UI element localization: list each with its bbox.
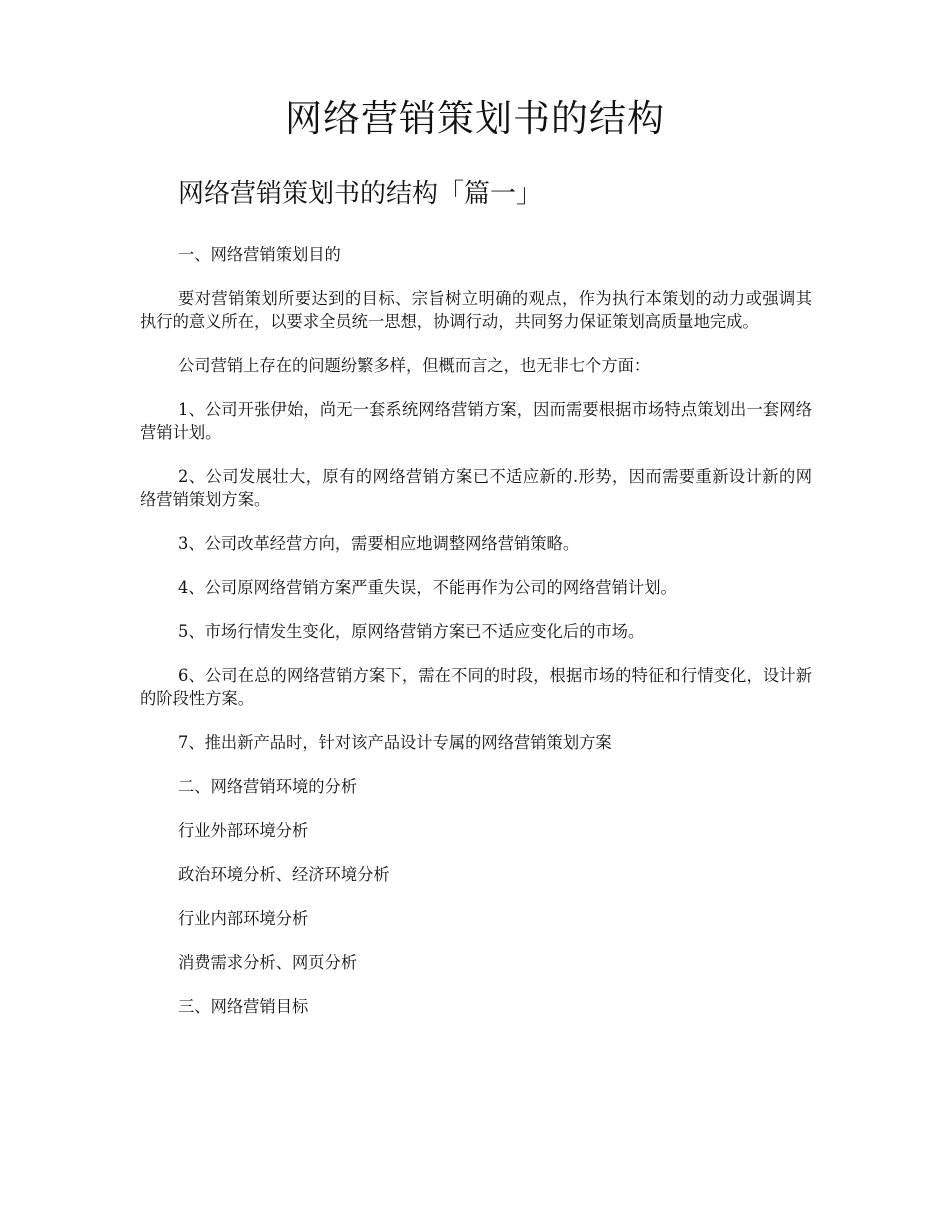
list-item-problem-6: 6、公司在总的网络营销方案下，需在不同的时段，根据市场的特征和行情变化，设计新的阶段性方案。 (140, 666, 812, 708)
paragraph-problems-intro: 公司营销上存在的问题纷繁多样，但概而言之，也无非七个方面： (178, 356, 651, 375)
list-item-problem-4: 4、公司原网络营销方案严重失误，不能再作为公司的网络营销计划。 (178, 578, 677, 597)
document-body (140, 243, 812, 1039)
list-item-problem-5: 5、市场行情发生变化，原网络营销方案已不适应变化后的市场。 (178, 622, 645, 641)
heading-purpose: 一、网络营销策划目的 (178, 245, 341, 264)
paragraph-consumer-web-analysis: 消费需求分析、网页分析 (178, 953, 358, 972)
list-item-problem-3: 3、公司改革经营方向，需要相应地调整网络营销策略。 (178, 534, 580, 553)
list-item-problem-7: 7、推出新产品时，针对该产品设计专属的网络营销策划方案 (178, 733, 612, 752)
heading-environment-analysis: 二、网络营销环境的分析 (178, 777, 358, 796)
document-title: 网络营销策划书的结构 (285, 97, 665, 140)
paragraph-purpose-description: 要对营销策划所要达到的目标、宗旨树立明确的观点，作为执行本策划的动力或强调其执行的意义所在，以要求全员统一思想，协调行动，共同努力保证策划高质量地完成。 (140, 289, 812, 331)
list-item-problem-2: 2、公司发展壮大，原有的网络营销方案已不适应新的.形势，因而需要重新设计新的网络营销策划方案。 (140, 467, 812, 509)
paragraph-internal-environment: 行业内部环境分析 (178, 909, 309, 928)
paragraph-external-environment: 行业外部环境分析 (178, 821, 309, 840)
section-title: 网络营销策划书的结构「篇一」 (178, 179, 543, 209)
list-item-problem-1: 1、公司开张伊始，尚无一套系统网络营销方案，因而需要根据市场特点策划出一套网络营销计划。 (140, 400, 812, 442)
heading-marketing-goals: 三、网络营销目标 (178, 997, 309, 1016)
paragraph-political-economic: 政治环境分析、经济环境分析 (178, 865, 390, 884)
